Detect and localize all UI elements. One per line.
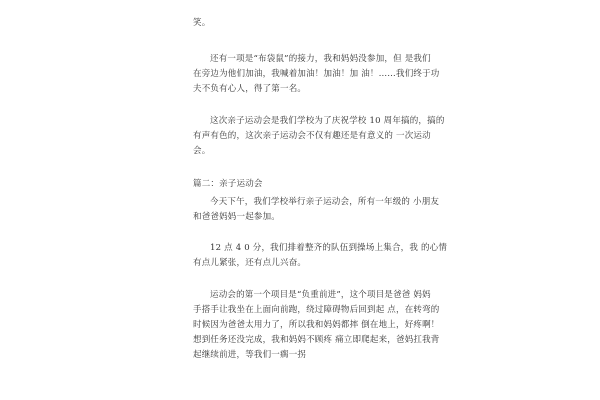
text-line: 夫不负有心人，得了第一名。 bbox=[193, 84, 307, 94]
text-line: 起继续前进，等我们一瘸一拐 bbox=[193, 350, 307, 360]
text-line: 和爸爸妈妈一起参加。 bbox=[193, 212, 281, 222]
text-line: 12 点 4 0 分，我们排着整齐的队伍到操场上集合，我 的心情 bbox=[210, 243, 448, 253]
text-line: 时候因为爸爸太用力了，所以我和妈妈都摔 倒在地上，好疼啊！ bbox=[193, 320, 440, 330]
text-line: 会。 bbox=[193, 146, 211, 156]
section-heading: 篇二：亲子运动会 bbox=[193, 179, 263, 189]
text-line: 手搭手让我坐在上面向前跑，绕过障碍物后回到起 点，在转弯的 bbox=[193, 305, 440, 315]
text-line: 这次亲子运动会是我们学校为了庆祝学校 10 周年搞的，搞的 bbox=[210, 116, 445, 126]
text-line: 笑。 bbox=[193, 18, 211, 28]
text-line: 今天下午，我们学校举行亲子运动会，所有一年级的 小朋友 bbox=[210, 197, 440, 207]
text-line: 在旁边为他们加油，我喊着加油！加油！加 油！……我们终于功 bbox=[193, 69, 440, 79]
text-line: 想到任务还没完成，我和妈妈不顾疼 痛立即爬起来，爸妈扛我背 bbox=[193, 335, 440, 345]
text-line: 有声有色的，这次亲子运动会不仅有趣还是有意义的 一次运动 bbox=[193, 131, 431, 141]
text-line: 运动会的第一个项目是“负重前进”，这个项目是爸爸 妈妈 bbox=[210, 290, 431, 300]
text-line: 有点儿紧张，还有点儿兴奋。 bbox=[193, 258, 307, 268]
text-line: 还有一项是“布袋鼠”的接力，我和妈妈没参加，但 是我们 bbox=[210, 54, 431, 64]
